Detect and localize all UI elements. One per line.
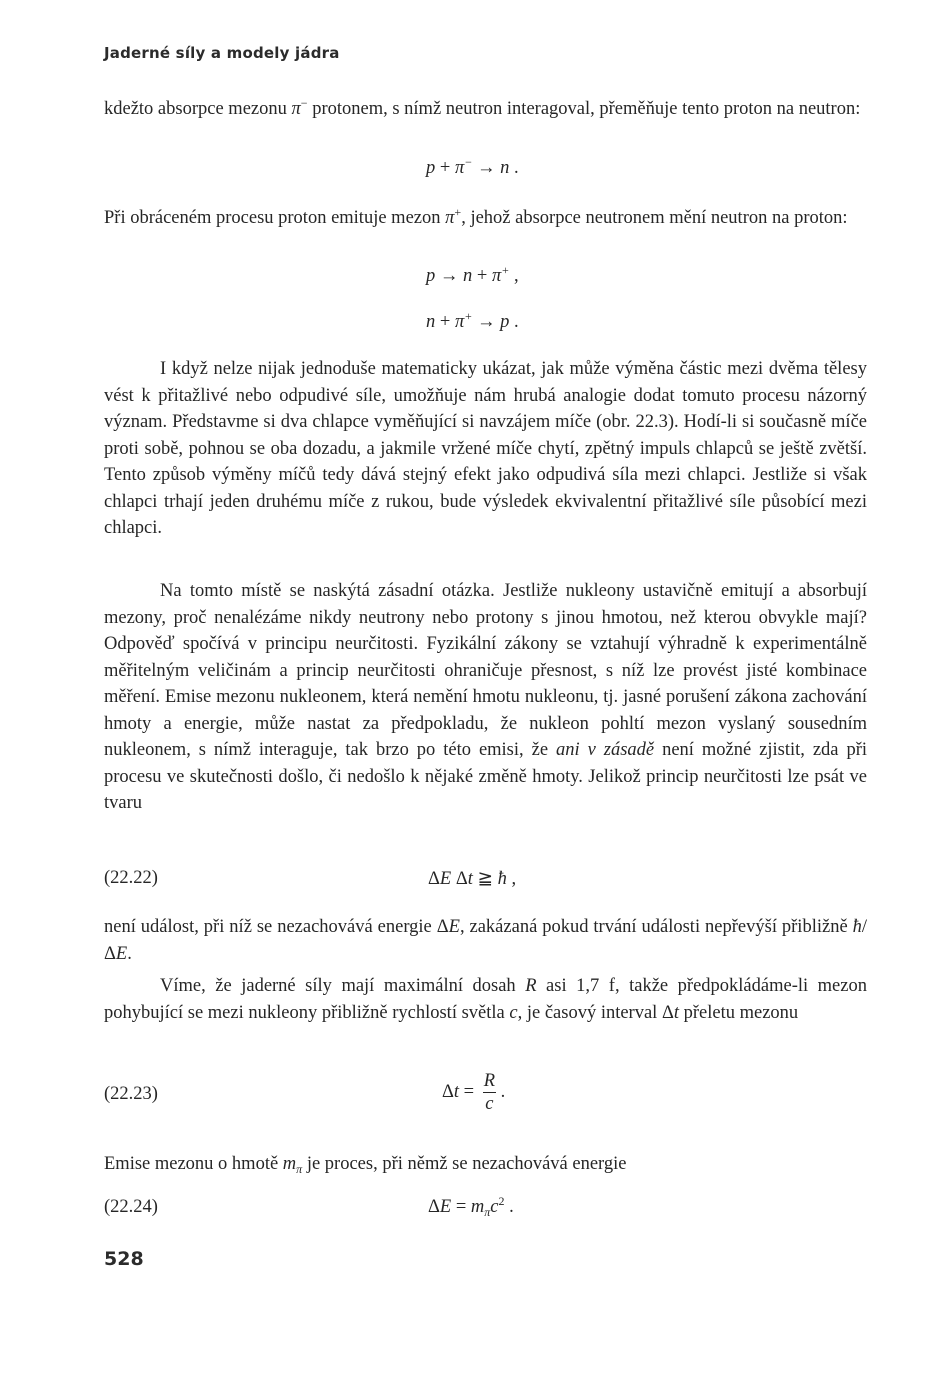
- equation-number-22-22: (22.22): [104, 868, 158, 888]
- equation-22-23-period: .: [500, 1081, 506, 1102]
- paragraph-1-content: kdežto absorpce mezonu π− protonem, s nímž neutron interagoval, přeměňuje tento proton na neutron:: [104, 96, 861, 119]
- fraction-denominator: c: [485, 1094, 494, 1114]
- paragraph-4: [104, 578, 867, 817]
- paragraph-5: [104, 914, 867, 967]
- paragraph-7: [104, 1151, 867, 1178]
- paragraph-2-text: Při obráceném procesu proton emituje mezon π+, jehož absorpce neutronem mění neutron na proton:: [104, 205, 848, 228]
- paragraph-1: [104, 96, 867, 123]
- paragraph-2: [104, 205, 867, 232]
- paragraph-5-text: není událost, při níž se nezachovává energie ΔE, zakázaná pokud trvání události nepřevýší přibližně ħ/ΔE.: [104, 917, 867, 964]
- equation-22-22: ΔE Δt ≧ ħ ,: [428, 869, 517, 889]
- paragraph-4-emphasis: ani v zásadě: [555, 740, 655, 760]
- paragraph-7-text: Emise mezonu o hmotě $m_\pi$ je proces, při němž se nezachovává energie: [104, 1154, 627, 1176]
- equation-p-pi-minus: p + π− → n .: [426, 155, 519, 178]
- equation-number-22-23: (22.23): [104, 1084, 158, 1104]
- fraction-r-over-c: [483, 1070, 496, 1115]
- paragraph-3-text: I když nelze nijak jednoduše matematicky ukázat, jak může výměna částic mezi dvěma tělesy vést k přitažlivé nebo odpudivé síle, umožňuje nám hrubá analogie dodat tomuto procesu názorný význam. Představme si dva chlapce vyměňující si navzájem míče (obr. 22.3). Hodí-li si současně míče proti sobě, pohnou se oba dozadu, a jakmile vržené míče chytí, zpětný impuls chlapců se ještě zvětší. Tento způsob výměny míčů tedy dává stejný efekt jako odpudivá síla mezi chlapci. Jestliže si však chlapci trhají jeden druhému míče z rukou, bude výsledek ekvivalentní přitažlivé síle působící mezi chlapci.: [104, 359, 867, 538]
- paragraph-4-part-a: Na tomto místě se naskýtá zásadní otázka. Jestliže nukleony ustavičně emitují a absorbují mezony, proč nenalézáme nikdy neutrony nebo protony s jinou hmotou, než kterou obvykle mají? Odpověď spočívá v principu neurčitosti. Fyzikální zákony se vztahují výhradně k experimentálně měřitelným veličinám a princip neurčitosti ohraničuje přesnost, s níž lze provést jisté kombinace měření. Emise mezonu nukleonem, která nemění hmotu nukleonu, tj. jasné porušení zákona zachování hmoty a energie, může nastat za předpokladu, že nukleon pohltí mezon vyslaný sousedním nukleonem, s nímž interaguje, tak brzo po této emisi, že: [104, 581, 867, 760]
- equation-22-23: Δt = $\frac{R}{c}$ .: [442, 1071, 506, 1114]
- paragraph-3: [104, 356, 867, 542]
- equation-22-24: $\Delta E = m_\pi c^2$ .: [428, 1194, 514, 1219]
- page-number: 528: [104, 1248, 144, 1270]
- paragraph-4-part-b: není možné zjistit, zda při procesu ve skutečnosti došlo, či nedošlo k nějaké změně hmoty. Jelikož princip neurčitosti lze psát ve tvaru: [104, 740, 867, 813]
- equation-number-22-24: (22.24): [104, 1197, 158, 1217]
- paragraph-6: [104, 973, 867, 1026]
- fraction-numerator: R: [483, 1071, 496, 1091]
- paragraph-1-text: [104, 96, 867, 123]
- paragraph-4-text: [104, 578, 867, 817]
- equation-n-absorption: n + π+ → p .: [426, 309, 519, 332]
- equation-p-emission: p → n + π+ ,: [426, 263, 519, 286]
- paragraph-6-text: Víme, že jaderné síly mají maximální dosah R asi 1,7 f, takže předpokládáme-li mezon pohybující se mezi nukleony přibližně rychlostí světla c, je časový interval Δt přeletu mezonu: [104, 976, 867, 1023]
- running-header: Jaderné síly a modely jádra: [104, 44, 340, 62]
